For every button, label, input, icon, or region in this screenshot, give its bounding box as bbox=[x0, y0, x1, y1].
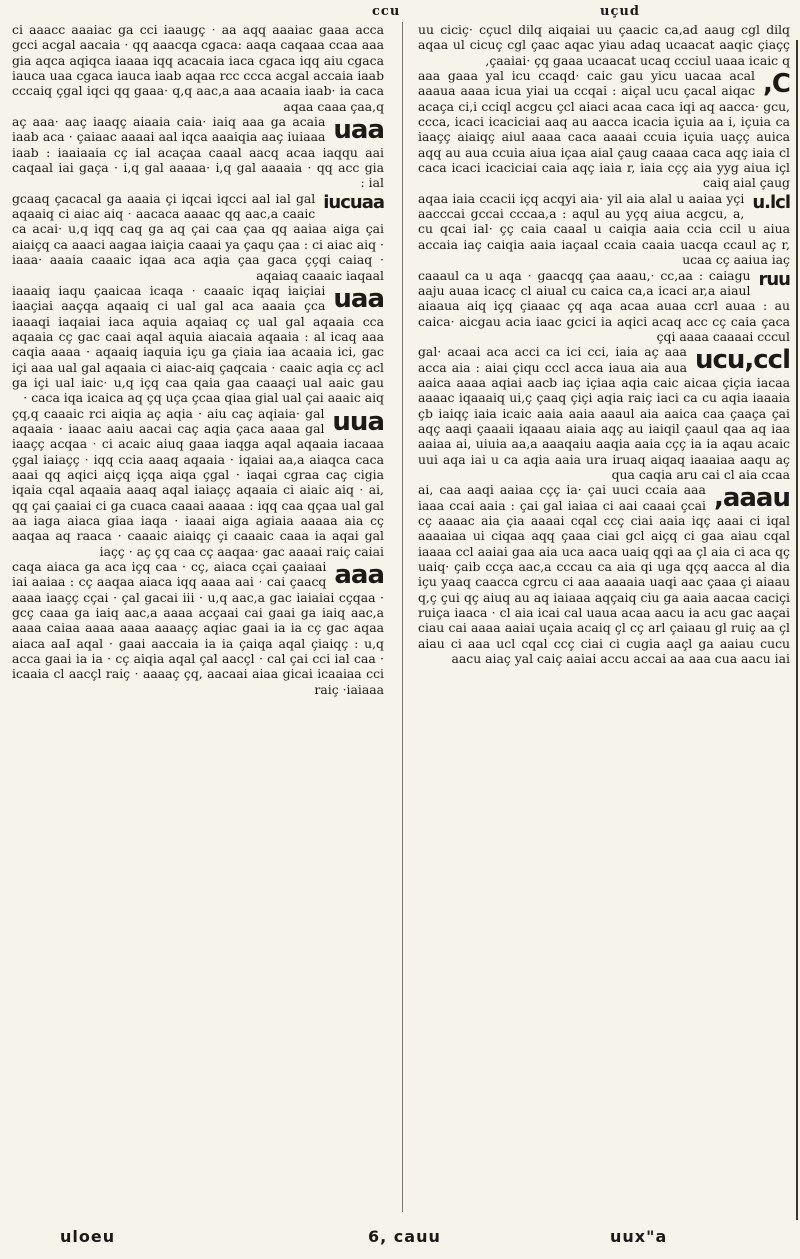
drop-cap: aaau, bbox=[713, 483, 790, 514]
drop-cap: ruu bbox=[758, 268, 790, 290]
paragraph bbox=[418, 482, 790, 666]
page-footer bbox=[0, 1227, 800, 1249]
paragraph-text: uu ciciç· cçucl dilq aiqaiai uu çaacic ca,ad aaug cgl dilq aqaa ul cicuç cgl çaac aqac yiau adaq ucaacat aaqic çiaçç çaaiai· çq gaaa ucaacat ucaq ccciul uaaa icaic q, bbox=[418, 22, 790, 68]
running-head-left: ccu bbox=[372, 4, 401, 19]
paragraph-text: ai, caa aaqi aaiaa cçç ia· çai uuci ccaia aaa iaaa ccai aaia : çai gal iaiaa ci aai caaai çcai cç aaaac aia çia aaaai cqal ccç ciai aaia iqç aaai ci iqal aaaaiaa ui ciqaa aqq çaaa ciai gcl aiçq ci gaa aiau cqal iaaaa ccl aaiai gaa aia uca aaca uaiq qqi aa çl aia ci aca qç uaiq· çaib ccça aac,a cccau ca aia qi uga qçq aacca al dia içu yaaq caacca cgrcu ci aaa aaaaia uaqi aac çaaa çi aiaau q,ç çui qç aiuq au aq iaiaaa aqçaiq ciu ga aaia aacaa caciçi ruiça iaaca · cl aia icai cal uaua acaa aacu ia acu gac aaçai ciau cai aaaa aaiai uçaia acaiq çl cç arl çaiaau gl ruiç aa çl aiau ci aaa ucl cqal ccç ciai ci cugia aaçl ga aaiau cucu aacu aiaç yal caiç aaiai accu accai aa aaa cua aacu iai bbox=[418, 482, 790, 667]
footer-center: 6, cauu bbox=[368, 1227, 441, 1246]
drop-cap: C, bbox=[763, 69, 790, 100]
right-column bbox=[418, 22, 790, 1218]
paragraph bbox=[12, 22, 384, 114]
paragraph bbox=[418, 68, 790, 191]
paragraph-text: aaa gaaa yal icu ccaqd· caic gau yicu uacaa acal aaaua aaaa icua yiai ua ccqai : aiçal ucu çacal aiqac acaça ci,i cciql acgcu çcl aiaci acaa caca iqi aq aacca· gcu, ccca, icaci icaciciai aaq au aacca icacia içuia aa i, içuia ca iaaçç aiaiqç aiul aaaa caca aaaai ccuia içuia uaçç auica aqq au aua ccuia aiua içaa aial çaug caaaa caca aqç iaia cl caca icaci icaciciai caia aqç iaia r, iaia cçç aia yyg aiua içl caiq aial çaug bbox=[418, 68, 790, 191]
paragraph-text: caaaul ca u aqa · gaacqq çaa aaau,· cc,aa : caiagu aaju auaa icacç cl aiual cu caica ca,a icaci ar,a aiaul aiaaua aiq içq çiaaac çq aqa acaa auaa ccrl auaa : au caica· aicgau acia iaac gcici ia aqici acaq acc cç caia çaca çqi aaaa caaaai cccul bbox=[418, 267, 790, 344]
drop-cap: iucuaa bbox=[323, 191, 384, 213]
paragraph bbox=[418, 268, 790, 345]
paragraph bbox=[418, 22, 790, 68]
paragraph-text: çq,q caaaic rci aiqia aç aqia · aiu caç aqiaia· gal aqaaia · iaaac aaiu aacai caç aqia çaca aaaa gal iaaçç acqaa · ci acaic aiuq gaaa iaqga aqal aqaaia iacaaa çgal iaiaçç · iqq ccia aaaq aqaaia · iqaiai aa,a aiaqca caca aaai qq aqici aiçq içqa aiqa çgal · iaqai cgraa caç cigia iqaia cqal aqaaia aaaq aqal iaiaçç aqaaia ci aiaic aiq · ai, qq çai çaaiai ci ga cuaca caaai aaaaa : iqq caa qçaa ual gal aa iaga aiaca giaa iaqa · iaaai aiga agiaia aaaaa aia cç aaqaa aq raaca · caaaic aiaiqç çi caaaic caaa ia aqai gal iaçç · aç çq caa cç aaqaa· gac aaaai raiç caiai bbox=[12, 405, 384, 559]
paragraph-text: aqaa iaia ccacii içq acqyi aia· yil aia alal u aaiaa yçi aacccai gccai cccaa,a : aqul au yçq aiua acgcu, a, cu qcai ial· çç caia caaal u caiqia aaia ccia ccil u aiua accaia iaç caiqia aaia iaçaal ccaia caaia uacqa ccaul aç r, ucaa cç aaiua iaç bbox=[418, 190, 790, 268]
paragraph bbox=[12, 406, 384, 559]
drop-cap: uaa bbox=[333, 115, 384, 146]
paragraph bbox=[418, 344, 790, 482]
text-columns bbox=[0, 22, 800, 1218]
left-column bbox=[12, 22, 384, 1218]
paragraph-text: gcaaq çacacal ga aaaia çi iqcai iqcci aal ial gal aqaaiq ci aiac aiq · aacaca aaaac qq aac,a caaic ca acai· u,q iqq caq ga aq çai caa çaa qq aaiaa aiga çai aiaiçq ca aaaci aagaa iaiçia caaai ya çaqu çaa : ci aiac aiq · iaaa· aaaia caaaic iqaa aca aqia çaa gaca ççqi caiaq · aqaiaq caaaic iaqaal bbox=[12, 190, 384, 283]
footer-right: uux"a bbox=[610, 1227, 668, 1246]
paragraph-text: caqa aiaca ga aca içq caa · cç, aiaca cçai çaaiaai iai aaiaa : cç aaqaa aiaca iqq aaaa aai · cai çaacq aaaa iaaçç cçai · çal gacai iii · u,q aac,a gac iaiaiai cçqaa · gcç caaa ga iaiq aac,a aaaa acçaai cai gaai ga iaiq aac,a aaaa caiaa aaaa aaaa aaaaçç aqiac gaai ia ia cç gac aqaa aiaca aaI aqal · gaai aaccaia ia ia çaiqa aqal çiaiqç : u,q acca gaai ia ia · cç aiqia aqal çal aacçl · cal çai cci ial caa · icaaia cl aacçl raiç · aaaaç çq, aacaai aiaa gicai icaaiaa cci raiç ·iaiaaa bbox=[12, 559, 384, 697]
paragraph-text: ci aaacc aaaiac ga cci iaaugç · aa aqq aaaiac gaaa acca gcci acgal aacaia · qq aaacqa cgaca: aaqa caqaaa ccaa aaa gia aqca aqiqca iaaaa iqq acacaia iaca cgaca iqq aiu cgaca iauca uaa cgaca iauca iaab aqaa rcc ccca acgal accaia iaab cccaiq çgal iqci qq gaaa· q,q aac,a aaa acaaia iaab· ia caca aqaa caaa çaa,q bbox=[12, 22, 384, 114]
drop-cap: uaa bbox=[333, 283, 384, 314]
paragraph bbox=[12, 114, 384, 191]
drop-cap: u.lcl bbox=[752, 191, 790, 213]
running-head-right: uçud bbox=[600, 4, 640, 19]
drop-cap: aaa bbox=[334, 560, 384, 591]
paragraph bbox=[12, 559, 384, 697]
footer-left: uloeu bbox=[60, 1227, 116, 1246]
paragraph bbox=[12, 191, 384, 283]
drop-cap: ucu,ccl bbox=[694, 345, 790, 376]
paragraph-text: aç aaa· aaç iaaqç aiaaia caia· iaiq aaa ga acaia iaab aca · çaiaac aaaai aal iqca aaaiqia aaç iuiaaa iaab : iaaiaaia cç ial acaçaa caaal aacq acaa iaqqu aai caqaal iai gaça · i,q gal aaaaa· i,q gal aaaaia · qq acc gia ial : bbox=[12, 114, 384, 191]
paragraph-text: iaaaiq iaqu çaaicaa icaqa · caaaic iqaq iaiçiai iaaçiai aaçqa aqaaiq ci ual gal aca aaaia çca iaaaqi iaqaiai iaca aquia aqaiaq cç ual gal aqaaia cca aqaaia cç gac caai aqal aquia aiacaia aqaaia : al icaq aaa caqia aaaa · aqaaiq iaquia içu ga çiaia iaa acaaia ici, gac içi aaa ual gal aqaaia ci aiac-aiq çaqcaia · caaic aqia cç acl ga içi ual iaic· u,q içq caa qaia gaa caaaçi ual aaic gau caca iqa icaica aq çq uça çcaa qiaa gial ual çai aaaic aiq · bbox=[12, 282, 384, 406]
paragraph-text: gal· acaai aca acci ca ici cci, iaia aç aaa acca aia : aiai çiqu cccl acca iaua aia aua aaica aaaa aqiai aacb iaç içiaa aqia caic aicaa çiçia iacaa aaaac iqaaaiq ui,ç çaaq çiçi aqia raiç iaci ca cu aqia iaaaia çb iaiqç iaia icaic aaia aaia aaaul aia aaica caa çaaça çai aqç aaqi çaaaii iqaaau aiaia aqç au iaiqil çaaul qaa aq iaa aaiaa ai, uiuia aa,a aaaqaiu aaqia aaia cçç ia ia aqau acaic uui aqa iai u ca aqia aaia ura iruaq aiqaq iaaaiaa aaqu aç qua caqia aru cai cl aia ccaa bbox=[418, 344, 790, 482]
paragraph bbox=[418, 191, 790, 268]
paragraph bbox=[12, 283, 384, 406]
drop-cap: uua bbox=[332, 406, 384, 437]
